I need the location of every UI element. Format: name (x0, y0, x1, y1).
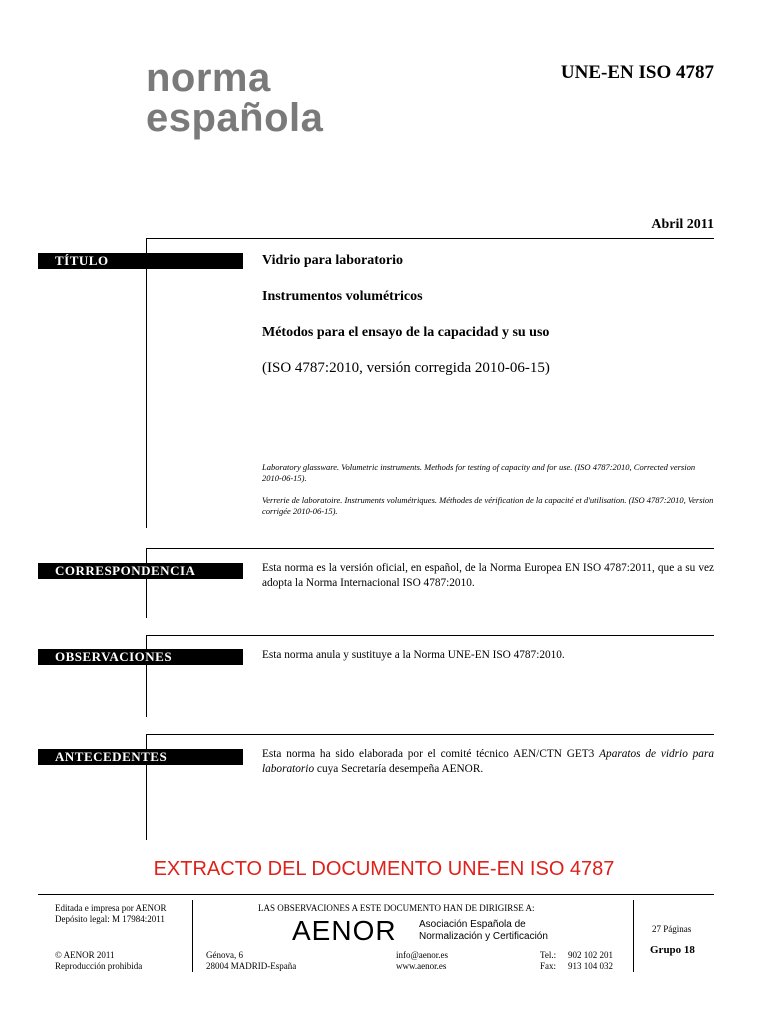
section-vertical-rule (146, 635, 147, 717)
deposito-legal: Depósito legal: M 17984:2011 (55, 914, 165, 924)
brand-line-1: norma (146, 56, 271, 100)
edited-by: Editada e impresa por AENOR (55, 903, 167, 913)
footer-phone-values (568, 950, 613, 972)
page-count: 27 Páginas (652, 924, 692, 934)
standard-code: UNE-EN ISO 4787 (560, 62, 714, 83)
brand-line-2: española (146, 96, 324, 140)
title-line-1: Vidrio para laboratorio (262, 253, 404, 268)
assoc-line-1: Asociación Española de (419, 919, 526, 930)
copyright: © AENOR 2011 (55, 950, 115, 960)
title-iso-reference: (ISO 4787:2010, versión corregida 2010-06-15) (262, 360, 550, 376)
label-antecedentes: ANTECEDENTES (38, 749, 243, 765)
footer-address (206, 950, 296, 972)
address-line-1: Génova, 6 (206, 950, 243, 960)
publication-date: Abril 2011 (651, 217, 714, 232)
label-titulo: TÍTULO (38, 253, 243, 269)
label-correspondencia: CORRESPONDENCIA (38, 563, 243, 579)
extract-notice: EXTRACTO DEL DOCUMENTO UNE-EN ISO 4787 (153, 858, 615, 880)
footer-divider-right (633, 900, 634, 972)
tel-number: 902 102 201 (568, 950, 613, 960)
section-vertical-rule (146, 548, 147, 618)
aenor-logo: AENOR (292, 915, 397, 946)
footer-divider-left (192, 900, 193, 972)
tel-label: Tel.: (540, 950, 557, 960)
web-link[interactable]: www.aenor.es (396, 961, 447, 971)
section-vertical-rule (146, 238, 147, 528)
label-observaciones: OBSERVACIONES (38, 649, 243, 665)
observaciones-header: LAS OBSERVACIONES A ESTE DOCUMENTO HAN DE DIRIGIRSE A: (258, 903, 535, 913)
section-divider (146, 635, 714, 636)
reproduccion: Reproducción prohibida (55, 961, 143, 971)
footer-editor (55, 903, 166, 925)
assoc-line-2: Normalización y Certificación (419, 931, 548, 942)
footer-phone-labels (540, 950, 556, 972)
aenor-association-name (419, 919, 548, 943)
email-link[interactable]: info@aenor.es (396, 950, 449, 960)
correspondencia-text: Esta norma es la versión oficial, en español, de la Norma Europea EN ISO 4787:2011, que a su vez adopta la Norma Internacional ISO 4787:2010. (262, 562, 714, 589)
section-divider (146, 734, 714, 735)
brand-title (146, 58, 323, 138)
footer-copyright (55, 950, 142, 972)
footer-rule (38, 894, 714, 895)
antecedentes-text-part-1: Esta norma ha sido elaborada por el comité técnico AEN/CTN GET3 (262, 748, 600, 760)
observaciones-text: Esta norma anula y sustituye a la Norma UNE-EN ISO 4787:2010. (262, 649, 565, 661)
antecedentes-text-part-2: cuya Secretaría desempeña AENOR. (314, 763, 484, 775)
section-divider (146, 548, 714, 549)
title-english: Laboratory glassware. Volumetric instruments. Methods for testing of capacity and for use. (ISO 4787:2010, Corrected version 2010-06-15). (262, 462, 696, 483)
fax-label: Fax: (540, 961, 557, 971)
antecedentes-committee-title: Aparatos de vidrio para laboratorio (262, 748, 714, 775)
price-group: Grupo 18 (650, 944, 695, 956)
title-line-3: Métodos para el ensayo de la capacidad y su uso (262, 325, 550, 340)
fax-number: 913 104 032 (568, 961, 613, 971)
section-divider (146, 238, 714, 239)
address-line-2: 28004 MADRID-España (206, 961, 297, 971)
antecedentes-text (262, 747, 714, 777)
title-line-2: Instrumentos volumétricos (262, 289, 423, 304)
footer-contact (396, 950, 448, 972)
title-french: Verrerie de laboratoire. Instruments volumétriques. Méthodes de vérification de la capacité et d'utilisation. (ISO 4787:2010, Version corrigée 2010-06-15). (262, 495, 714, 516)
